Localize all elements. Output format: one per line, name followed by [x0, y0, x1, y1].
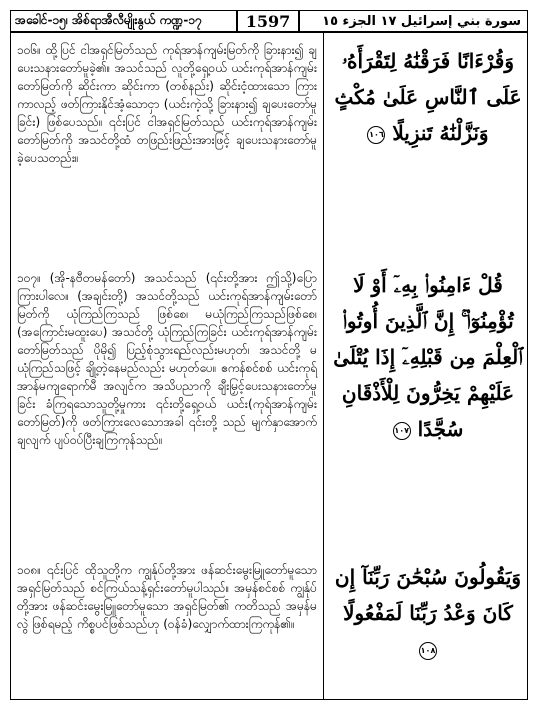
page-header	[11, 11, 527, 33]
page-number: 1597	[236, 11, 300, 31]
arabic-verse-text: وَقُرْءَانًا فَرَقْنَٰهُ لِتَقْرَأَهُۥ عَلَى ٱلنَّاسِ عَلَىٰ مُكْثٍ وَنَزَّلْنَٰهُ تَنزِيلًا	[334, 49, 522, 145]
translation-paragraph-108: ၁၀၈။ ၎င်းပြင် ထိုသူတို့က ကျွန်ုပ်တို့အား ဖန်ဆင်းမွေးမြူတော်မူသော အရှင်မြတ်သည် စင်ကြယ်သန့်ရှင်းတော်မူပါသည်။ အမှန်စင်စစ် ကျွန်ုပ်တို့အား ဖန်ဆင်းမွေးမြူတော်မူသော အရှင်မြတ်၏ ကတိသည် အမှန်မလွဲ ဖြစ်ရမည့် ကိစ္စပင်ဖြစ်သည်ဟု (ဝန်ခံ)လျှောက်ထားကြကုန်၏။	[17, 563, 317, 631]
translation-paragraph-107: ၁၀၇။ (အို-နဗီတမန်တော်) အသင်သည် (၎င်းတို့အား ဤသို့)ပြောကြားပါလေ။ (အချင်းတို့) အသင်တို့သည် ယင်းကုရ်အာန်ကျမ်းတော်မြတ်ကို ယုံကြည်ကြသည် ဖြစ်စေ၊ မယုံကြည်ကြသည်ဖြစ်စေ၊ (အကြောင်းမထူးပေ) အသင်တို့ ယုံကြည်ကြခြင်း ယင်းကုရ်အာန်ကျမ်းတော်မြတ်သည် ပိုမို၍ ပြည့်စုံသွားရည်လည်းမဟုတ်၊ အသင်တို့ မယုံကြည်သဖြင့် ချို့တဲ့နေမည်လည်း မဟုတ်ပေ။ ဧကန်စင်စစ် ယင်းကုရ်အာန်မကျရောက်မီ အလျင်က အသိပညာကို ချီးမြှင့်ပေးသနားတော်မူခြင်း ခံကြရသောသူတို့မှုကား ၎င်းတို့ရှေ့ဝယ် ယင်း(ကုရ်အာန်ကျမ်းတော်မြတ်)ကို ဖတ်ကြားလေသောအခါ ၎င်းတို့ သည် မျက်နှာအောက်ချလျက် ပျပ်ဝပ်ပြီးချကြကုန်သည်။	[17, 271, 317, 447]
page-frame	[10, 10, 528, 700]
column-divider	[323, 33, 324, 699]
ayah-number-marker: ١٠٧	[393, 422, 411, 440]
ayah-number-marker: ١٠٦	[367, 126, 385, 144]
arabic-verse-108	[333, 559, 523, 667]
arabic-verse-text: وَيَقُولُونَ سُبْحَٰنَ رَبِّنَآ إِن كَانَ وَعْدُ رَبِّنَا لَمَفْعُولًا	[334, 565, 522, 625]
translation-paragraph-106: ၁၀၆။ ထို့ပြင် ငါအရှင်မြတ်သည် ကုရ်အာန်ကျမ်းမြတ်ကို ခြားနား၍ ချပေးသနားတော်မူခဲ့၏။ အသင်သည် လူတို့ရှေ့ဝယ် ယင်းကုရ်အာန်ကျမ်းတော်မြတ်ကို ဆိုင်းကာ ဆိုင်းကာ (တစ်နည်း) ဆိုင်းငံ့ထားသော ကြားကာလည့် ဖတ်ကြားနိုင်အံ့သောငှာ (ယင်းကဲ့သို့ ခြားနား၍ ချပေးတော်မူခြင်း) ဖြစ်ပေသည်။ ၎င်းပြင် ငါအရှင်မြတ်သည် ယင်းကုရ်အာန်ကျမ်းတော်မြတ်ကို အသင်တို့ထံ တဖြည်းဖြည်းအားဖြင့် ချပေးသနားတော်မူခဲ့ပေသတည်း။	[17, 43, 317, 165]
ayah-number-marker: ١٠٨	[419, 642, 437, 660]
arabic-verse-text: قُلْ ءَامِنُوا۟ بِهِۦٓ أَوْ لَا تُؤْمِنُوٓا۟ ۚ إِنَّ ٱلَّذِينَ أُوتُوا۟ ٱلْعِلْمَ مِن قَبْلِهِۦٓ إِذَا يُتْلَىٰ عَلَيْهِمْ يَخِرُّونَ لِلْأَذْقَانِ سُجَّدًا	[333, 273, 523, 441]
arabic-verse-107	[333, 267, 523, 447]
header-left-title: အခေါင်-၁၅၊ အိစ်ရာအီလီမျိုးနွယ် ကဏ္ဍ-၁၇	[15, 13, 202, 27]
header-right-title: سورة بني إسرائيل ١٧ الجزء ١٥	[322, 13, 521, 29]
arabic-verse-106	[333, 43, 523, 151]
